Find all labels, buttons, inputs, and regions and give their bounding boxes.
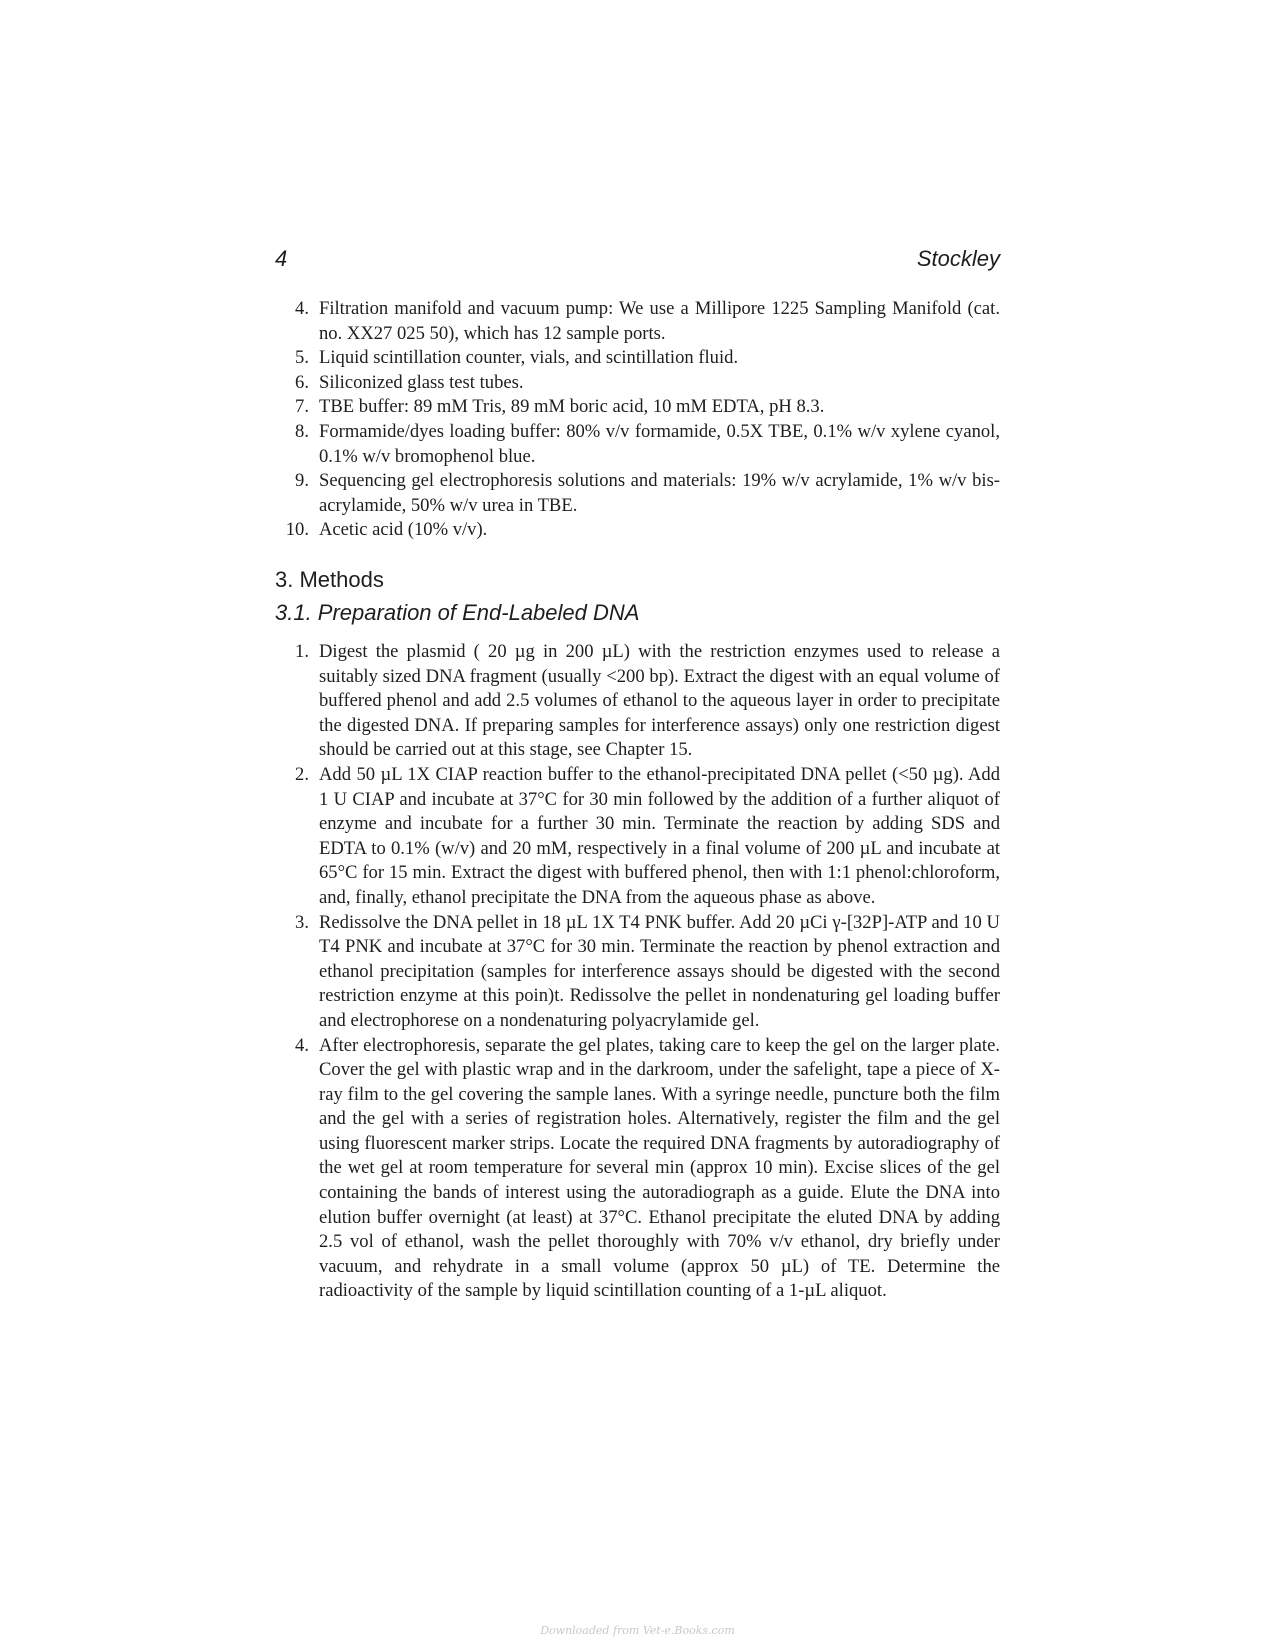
subsection-heading: 3.1. Preparation of End-Labeled DNA bbox=[275, 600, 640, 625]
section-heading: 3. Methods bbox=[275, 567, 384, 592]
item-text: Acetic acid (10% v/v). bbox=[319, 519, 488, 541]
item-number: 6. bbox=[295, 371, 309, 393]
item-number: 9. bbox=[295, 470, 309, 492]
item-number: 5. bbox=[295, 347, 309, 369]
list-item bbox=[275, 420, 1000, 469]
materials-list bbox=[275, 297, 1000, 543]
item-text: Digest the plasmid ( 20 µg in 200 µL) with the restriction enzymes used to release a suitably sized DNA fragment (usually <200 bp). Extract the digest with an equal volume of buffered phenol and add 2.5 volumes of ethanol to the aqueous layer in order to precipitate the digested DNA. If preparing samples for interference assays) only one restriction digest should be carried out at this stage, see Chapter 15. bbox=[319, 641, 1000, 761]
list-item bbox=[275, 763, 1000, 911]
item-number: 7. bbox=[295, 396, 309, 418]
item-text: After electrophoresis, separate the gel plates, taking care to keep the gel on the larger plate. Cover the gel with plastic wrap and in the darkroom, under the safelight, tape a piece of X-ray film to the gel covering the sample lanes. With a syringe needle, puncture both the film and the gel with a series of registration holes. Alternatively, register the film and the gel using fluorescent marker strips. Locate the required DNA fragments by autoradiography of the wet gel at room temperature for several min (approx 10 min). Excise slices of the gel containing the bands of interest using the autoradiograph as a guide. Elute the DNA into elution buffer overnight (at least) at 37°C. Ethanol precipitate the eluted DNA by adding 2.5 vol of ethanol, wash the pellet thoroughly with 70% v/v ethanol, dry briefly under vacuum, and rehydrate in a small volume (approx 50 µL) of TE. Determine the radioactivity of the sample by liquid scintillation counting of a 1-µL aliquot. bbox=[319, 1034, 1000, 1302]
item-number: 1. bbox=[295, 641, 309, 662]
item-text: Formamide/dyes loading buffer: 80% v/v formamide, 0.5X TBE, 0.1% w/v xylene cyanol, 0.1% w/v bromophenol blue. bbox=[319, 420, 1000, 467]
item-number: 2. bbox=[295, 763, 309, 785]
item-number: 10. bbox=[285, 519, 309, 541]
footer-watermark: Downloaded from Vet-e.Books.com bbox=[540, 1624, 735, 1637]
item-text: TBE buffer: 89 mM Tris, 89 mM boric acid, 10 mM EDTA, pH 8.3. bbox=[319, 396, 825, 418]
methods-list bbox=[275, 640, 1000, 1304]
item-number: 3. bbox=[295, 911, 309, 933]
running-head bbox=[275, 246, 1000, 276]
item-text: Liquid scintillation counter, vials, and scintillation fluid. bbox=[319, 347, 739, 369]
item-number: 4. bbox=[295, 1034, 309, 1056]
item-number: 8. bbox=[295, 420, 309, 442]
item-number: 4. bbox=[295, 298, 309, 319]
list-item bbox=[275, 640, 1000, 763]
item-text: Sequencing gel electrophoresis solutions and materials: 19% w/v acrylamide, 1% w/v bis-acrylamide, 50% w/v urea in TBE. bbox=[319, 470, 1000, 516]
list-item bbox=[275, 911, 1000, 1034]
item-text: Add 50 µL 1X CIAP reaction buffer to the ethanol-precipitated DNA pellet (<50 µg). Add 1 U CIAP and incubate at 37°C for 30 min followed by the addition of a further aliquot of enzyme and incubate for a further 30 min. Terminate the reaction by adding SDS and EDTA to 0.1% (w/v) and 20 mM, respectively in a final volume of 200 µL and incubate at 65°C for 15 min. Extract the digest with buffered phenol, then with 1:1 phenol:chloroform, and, finally, ethanol precipitate the DNA from the aqueous phase as above. bbox=[319, 763, 1000, 908]
item-text: Redissolve the DNA pellet in 18 µL 1X T4 PNK buffer. Add 20 µCi γ-[32P]-ATP and 10 U T4 PNK and incubate at 37°C for 30 min. Terminate the reaction by phenol extraction and ethanol precipitation (samples for interference assays should be digested with the second restriction enzyme at this poin)t. Redissolve the pellet in nondenaturing gel loading buffer and electrophorese on a nondenaturing polyacrylamide gel. bbox=[319, 911, 1000, 1031]
page-number: 4 bbox=[275, 246, 288, 271]
item-text: Siliconized glass test tubes. bbox=[319, 371, 524, 393]
list-item bbox=[275, 518, 1000, 543]
list-item bbox=[275, 297, 1000, 346]
list-item bbox=[275, 346, 1000, 371]
list-item bbox=[275, 395, 1000, 420]
list-item bbox=[275, 1034, 1000, 1305]
list-item bbox=[275, 371, 1000, 396]
list-item bbox=[275, 469, 1000, 518]
running-head-author: Stockley bbox=[916, 246, 1000, 271]
item-text: Filtration manifold and vacuum pump: We use a Millipore 1225 Sampling Manifold (cat. no. XX27 025 50), which has 12 sample ports. bbox=[319, 298, 1000, 344]
